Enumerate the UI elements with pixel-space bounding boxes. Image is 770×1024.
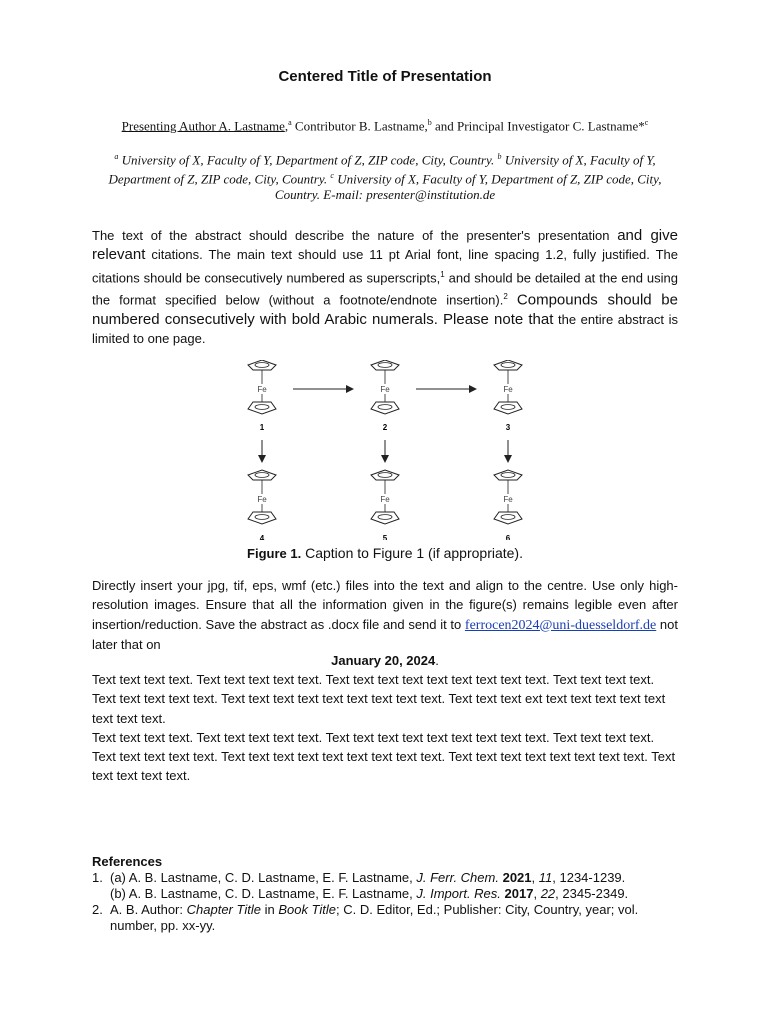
compound-4-structure — [248, 470, 276, 524]
page-title: Centered Title of Presentation — [278, 68, 492, 85]
deadline-date: January 20, 2024 — [331, 653, 436, 668]
ref-2-chapter: Chapter Title — [186, 902, 261, 917]
compound-number-6: 6 — [505, 534, 511, 540]
reference-item-2 — [92, 902, 682, 934]
ref-1b-pages: 2345-2349. — [562, 886, 629, 901]
instructions-paragraph — [92, 576, 678, 654]
compound-number-2: 2 — [382, 423, 388, 432]
affil-b-sup: b — [497, 152, 502, 161]
abstract-part-3: citations. The main text should use 11 pt Arial font, line spacing 1.2, fully justified. The citations should be consecutively numbered as superscripts, — [92, 247, 678, 285]
reference-text — [110, 902, 682, 934]
abstract-part-5: Compounds should be numbered consecutively with bold Arabic numerals. Please note that — [92, 291, 678, 328]
compound-3-structure — [494, 360, 522, 414]
body-paragraphs — [92, 670, 678, 786]
compound-number-1: 1 — [259, 423, 265, 432]
references — [92, 854, 682, 934]
body-paragraph-2: Text text text text. Text text text text text. Text text text text text text text text text. Text text text text. Text text text text text. Text text text text text text text text text. Text text text text text text text text. Text text text text text. — [92, 729, 676, 784]
reference-number: 1. — [92, 870, 103, 885]
affil-c-sup: c — [330, 170, 334, 180]
deadline-period: . — [435, 653, 439, 668]
abstract-part-2: and give relevant — [92, 227, 678, 264]
ref-1a-authors: (a) A. B. Lastname, C. D. Lastname, E. F. Lastname, — [110, 870, 413, 885]
figure-caption — [0, 545, 770, 561]
reference-text: (a) A. B. Lastname, C. D. Lastname, E. F. Lastname, J. Ferr. Chem. 2021, 11, 1234-1239. (b) A. B. Lastname, C. D. Lastname, E. F. Lastname, J. Import. Res. 2017, 22, 2345-2349. — [110, 870, 629, 901]
reference-number: 2. — [92, 902, 103, 917]
compound-6-structure — [494, 470, 522, 524]
affil-c: University of X, Faculty of Y, Department of Z, ZIP code, City, Country. E-mail: presenter@institution.de — [274, 171, 662, 202]
ref-1a-volume: 11 — [538, 870, 553, 885]
pi-author-sup: c — [644, 118, 649, 127]
citation-sup-2: 2 — [503, 292, 508, 302]
fe-label: Fe — [503, 495, 513, 504]
ref-2-book: Book Title — [278, 902, 336, 917]
author-line: Presenting Author A. Lastname,$^a$ Contributor B. Lastname,$^b$ and Principal Investigator C. Lastname*$^c$ — [121, 118, 649, 134]
instructions-text: Directly insert your jpg, tif, eps, wmf (etc.) files into the text and align to the centre. Use only high-resolution images. Ensure that all the information given in the figure(s) remains legible even after insertion/reduction. Save the abstract as .docx file and send it to — [92, 578, 678, 632]
ref-1a-journal: J. Ferr. Chem. — [416, 870, 499, 885]
abstract-part-6: the entire abstract is limited to one page. — [92, 311, 678, 347]
ref-1a-year: 2021 — [502, 870, 532, 885]
compound-number-5: 5 — [382, 534, 388, 540]
compound-5-structure — [371, 470, 399, 524]
fe-label: Fe — [503, 385, 513, 394]
ref-2-in: in — [264, 902, 275, 917]
ref-1b-volume: 22 — [540, 886, 556, 901]
abstract-text — [92, 226, 678, 348]
caption-text: Caption to Figure 1 (if appropriate). — [305, 545, 523, 561]
contributor-author-sup: b — [427, 118, 432, 127]
ref-1b-year: 2017 — [504, 886, 534, 901]
affil-a-sup: a — [114, 152, 119, 161]
reference-item-1 — [92, 870, 682, 902]
fe-label: Fe — [257, 385, 267, 394]
references-heading: References — [92, 854, 163, 869]
compound-1-structure — [248, 360, 276, 414]
abstract-part-4: and should be detailed at the end using the format specified below (without a footnote/endnote insertion). — [92, 269, 678, 308]
ferrocene-scheme — [200, 360, 570, 540]
compound-2-structure — [371, 360, 399, 414]
abstract-part-1: The text of the abstract should describe the nature of the presenter's presentation — [92, 228, 610, 243]
ref-2-author: A. B. Author: — [110, 902, 183, 917]
presenting-author-sup: a — [288, 118, 292, 127]
affiliations — [92, 149, 678, 202]
ref-1b-journal: J. Import. Res. — [416, 886, 501, 901]
fe-label: Fe — [257, 495, 267, 504]
ref-2-rest: ; C. D. Editor, Ed.; Publisher: City, Country, year; vol. number, pp. xx-yy. — [110, 902, 639, 933]
fe-label: Fe — [380, 495, 390, 504]
affil-a: University of X, Faculty of Y, Department of Z, ZIP code, City, Country. — [121, 152, 495, 168]
citation-sup-1: 1 — [440, 269, 445, 279]
fe-label: Fe — [380, 385, 390, 394]
deadline-line — [0, 653, 770, 668]
pi-author: and Principal Investigator C. Lastname* — [431, 118, 645, 134]
instructions-after: not later that on — [92, 616, 678, 652]
body-paragraph-1: Text text text text. Text text text text text. Text text text text text text text text text. Text text text text. Text text text text text. Text text text text text text text text text. Text text text ext text text text text text text text text. — [92, 672, 666, 726]
ref-1a-pages: 1234-1239. — [559, 870, 626, 885]
compound-number-4: 4 — [259, 534, 265, 540]
contributor-author: Contributor B. Lastname, — [294, 118, 428, 134]
caption-label: Figure 1. — [247, 546, 302, 561]
affil-b: University of X, Faculty of Y, Department of Z, ZIP code, City, Country. — [108, 152, 656, 187]
compound-number-3: 3 — [505, 423, 511, 432]
presenting-author: Presenting Author A. Lastname — [121, 118, 285, 134]
submission-email-link[interactable]: ferrocen2024@uni-duesseldorf.de — [464, 617, 657, 633]
ref-1b-authors: (b) A. B. Lastname, C. D. Lastname, E. F. Lastname, — [110, 886, 413, 901]
